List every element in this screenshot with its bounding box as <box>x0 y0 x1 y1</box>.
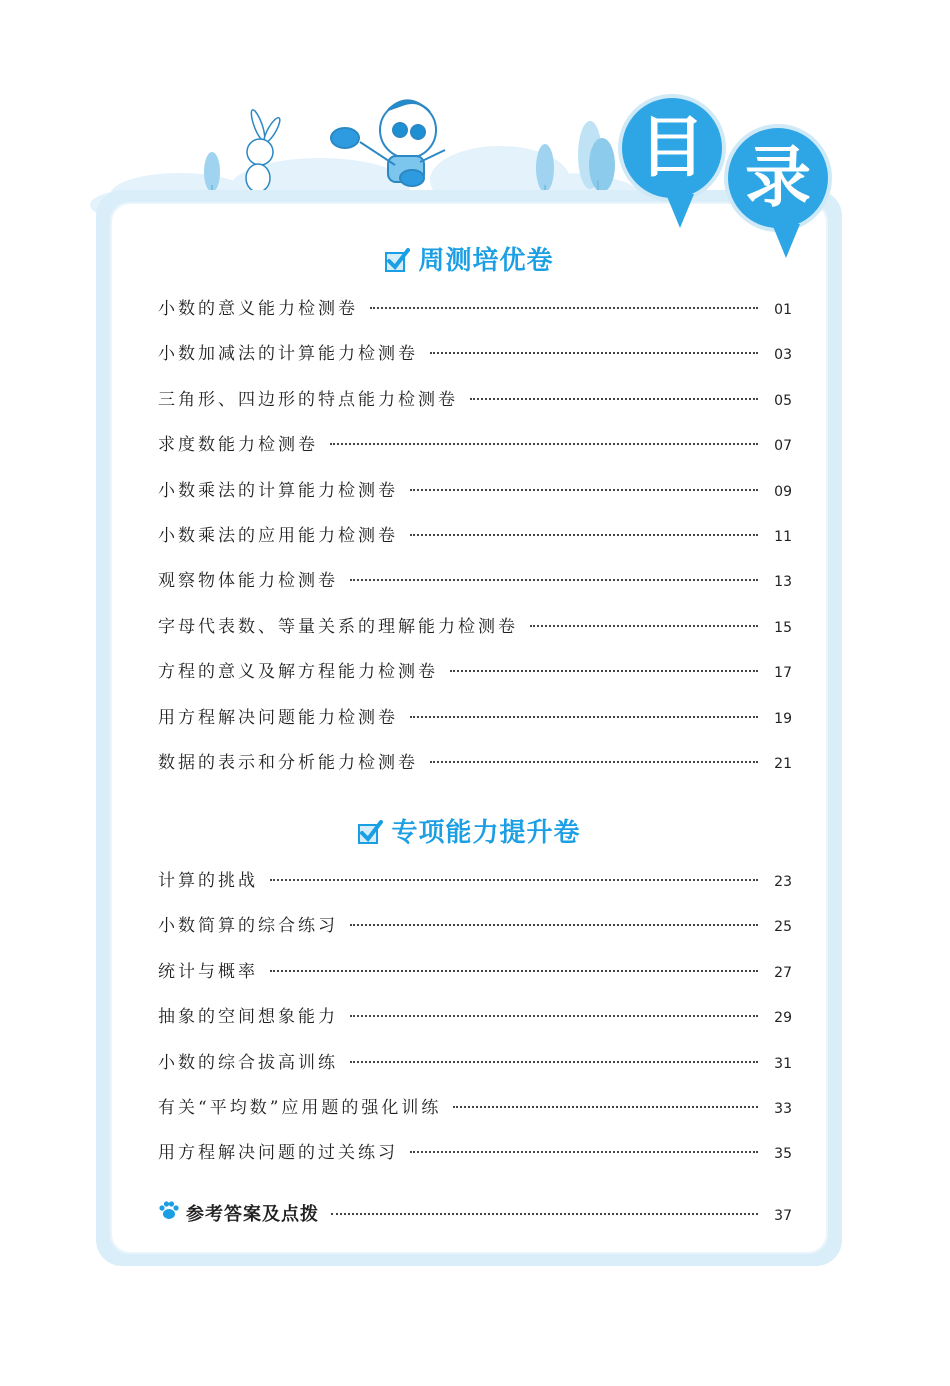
toc-entry-title: 字母代表数、等量关系的理解能力检测卷 <box>158 616 518 637</box>
toc-entry[interactable] <box>158 476 792 506</box>
toc-entry-title: 计算的挑战 <box>158 871 258 891</box>
toc-entry-answers[interactable] <box>158 1200 792 1230</box>
toc-entry-title: 三角形、四边形的特点能力检测卷 <box>158 389 458 410</box>
toc-entry[interactable] <box>158 339 792 369</box>
toc-entry[interactable] <box>158 1093 792 1123</box>
toc-page-number: 17 <box>774 665 792 682</box>
toc-page-number: 15 <box>774 619 792 636</box>
section-title: 周测培优卷 <box>418 246 554 276</box>
paw-print-icon <box>158 1200 180 1220</box>
toc-entry-title: 小数简算的综合练习 <box>158 916 338 937</box>
toc-entry-title: 小数乘法的应用能力检测卷 <box>158 526 398 546</box>
toc-entry[interactable] <box>158 703 792 733</box>
toc-entry[interactable] <box>158 385 792 415</box>
toc-page-number: 19 <box>774 710 792 727</box>
toc-entry-title: 观察物体能力检测卷 <box>158 571 338 592</box>
section-heading <box>110 240 828 277</box>
checkbox-tick-icon <box>357 819 383 845</box>
dot-leader <box>450 669 758 672</box>
dot-leader <box>270 969 758 972</box>
toc-entry[interactable] <box>158 957 792 987</box>
toc-entry-title: 数据的表示和分析能力检测卷 <box>158 753 418 773</box>
title-badge-lu: 录 <box>728 128 828 228</box>
toc-entry[interactable] <box>158 430 792 460</box>
toc-entry-title: 抽象的空间想象能力 <box>158 1007 338 1028</box>
toc-page-number: 23 <box>774 874 792 890</box>
toc-entry-title: 小数的意义能力检测卷 <box>158 299 358 319</box>
dot-leader <box>331 1212 758 1215</box>
toc-entry[interactable] <box>158 294 792 324</box>
dot-leader <box>350 1060 758 1063</box>
toc-entry[interactable] <box>158 1002 792 1032</box>
section-heading <box>110 812 828 849</box>
toc-page-number: 07 <box>774 438 792 455</box>
toc-entry[interactable] <box>158 1048 792 1078</box>
toc-entry[interactable] <box>158 612 792 642</box>
toc-page-number: 29 <box>774 1010 792 1027</box>
dot-leader <box>330 442 758 445</box>
toc-entry[interactable] <box>158 657 792 687</box>
dot-leader <box>430 760 758 763</box>
toc-entry[interactable] <box>158 521 792 551</box>
toc-entry-title: 用方程解决问题的过关练习 <box>158 1143 398 1164</box>
toc-page-number: 11 <box>774 529 792 545</box>
toc-page-number: 05 <box>774 392 792 409</box>
toc-page-number: 31 <box>774 1055 792 1072</box>
toc-page-number: 01 <box>774 302 792 318</box>
dot-leader <box>453 1105 758 1108</box>
toc-entry[interactable] <box>158 866 792 896</box>
checkbox-tick-icon <box>384 247 410 273</box>
dot-leader <box>370 306 758 309</box>
toc-entry-title: 用方程解决问题能力检测卷 <box>158 707 398 728</box>
dot-leader <box>530 624 758 627</box>
dot-leader <box>270 878 758 881</box>
toc-page-number: 35 <box>774 1146 792 1163</box>
toc-entry-title: 统计与概率 <box>158 961 258 982</box>
dot-leader <box>350 923 758 926</box>
toc-entry-title: 小数乘法的计算能力检测卷 <box>158 480 398 501</box>
dot-leader <box>410 533 758 536</box>
toc-entry[interactable] <box>158 748 792 778</box>
toc-page-number: 27 <box>774 964 792 981</box>
toc-entry-title: 参考答案及点拨 <box>186 1204 319 1225</box>
dot-leader <box>410 715 758 718</box>
toc-page-number: 37 <box>774 1208 792 1224</box>
toc-entry[interactable] <box>158 1138 792 1168</box>
toc-page-number: 13 <box>774 574 792 591</box>
toc-page-number: 03 <box>774 347 792 364</box>
toc-entry[interactable] <box>158 911 792 941</box>
title-badge-mu: 目 <box>622 98 722 198</box>
dot-leader <box>350 578 758 581</box>
toc-page-number: 33 <box>774 1101 792 1117</box>
toc-entry-title: 有关“平均数”应用题的强化训练 <box>158 1098 442 1118</box>
toc-entry-title: 方程的意义及解方程能力检测卷 <box>158 662 438 683</box>
toc-page-number: 21 <box>774 756 792 772</box>
dot-leader <box>430 351 758 354</box>
toc-page-number: 25 <box>774 919 792 936</box>
section-title: 专项能力提升卷 <box>391 818 581 848</box>
toc-page-number: 09 <box>774 483 792 500</box>
toc-entry-title: 小数的综合拔高训练 <box>158 1052 338 1073</box>
toc-entry-title: 小数加减法的计算能力检测卷 <box>158 344 418 365</box>
dot-leader <box>410 1150 758 1153</box>
dot-leader <box>350 1014 758 1017</box>
dot-leader <box>470 397 758 400</box>
toc-entry[interactable] <box>158 566 792 596</box>
dot-leader <box>410 488 758 491</box>
toc-entry-title: 求度数能力检测卷 <box>158 435 318 456</box>
